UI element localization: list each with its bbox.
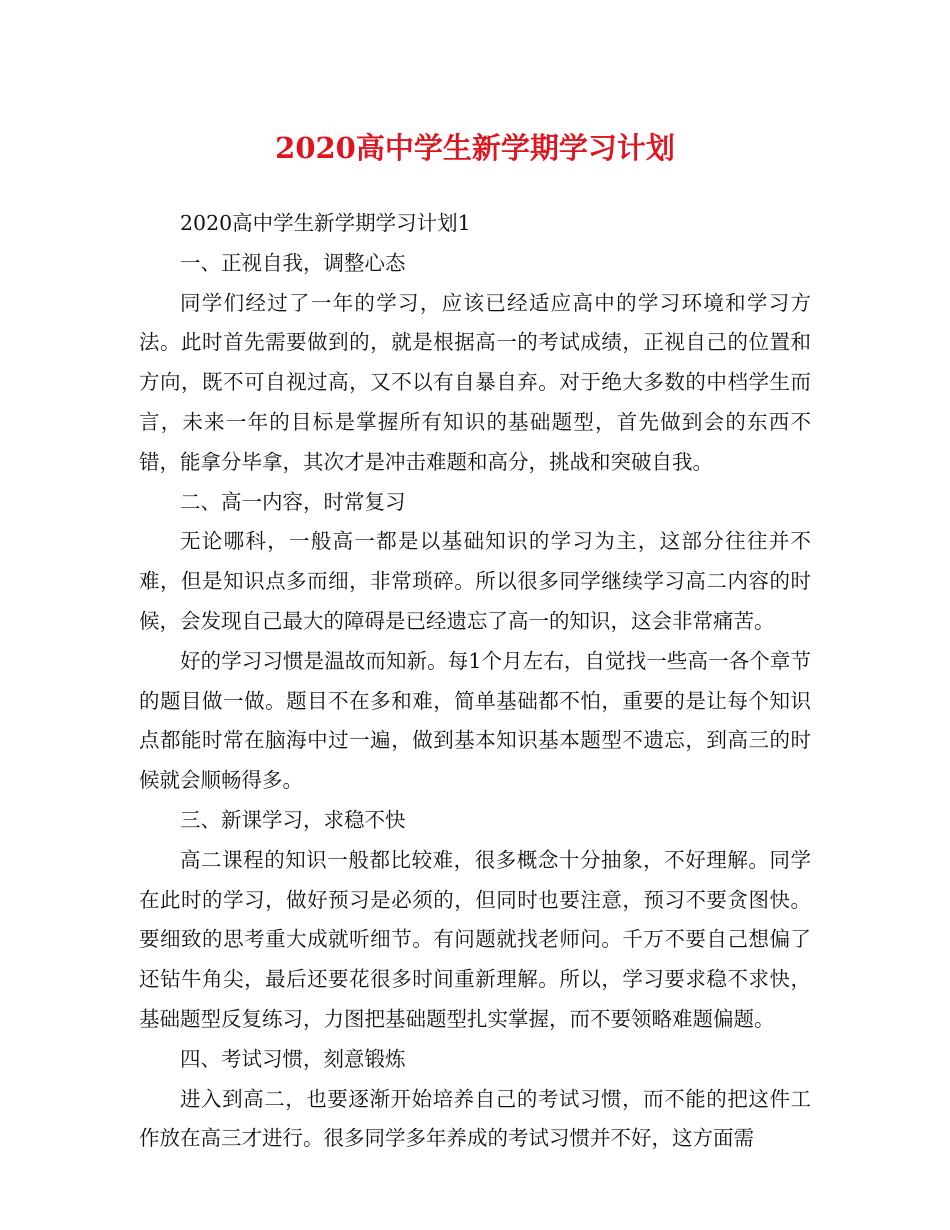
plan-subtitle: 2020高中学生新学期学习计划1 xyxy=(180,211,471,235)
paragraph-2: 无论哪科，一般高一都是以基础知识的学习为主，这部分往往并不难，但是知识点多而细，非常琐碎。所以很多同学继续学习高二内容的时候，会发现自己最大的障碍是已经遗忘了高一的知识，这会非常痛苦。 xyxy=(139,529,811,633)
paragraph-5: 进入到高二，也要逐渐开始培养自己的考试习惯，而不能的把这件工作放在高三才进行。很多同学多年养成的考试习惯并不好，这方面需 xyxy=(139,1086,811,1151)
section-heading-2: 二、高一内容，时常复习 xyxy=(180,489,406,514)
section-heading-4: 四、考试习惯，刻意锻炼 xyxy=(180,1046,406,1071)
document-title: 2020高中学生新学期学习计划 xyxy=(275,131,675,165)
section-heading-1: 一、正视自我，调整心态 xyxy=(180,250,406,275)
paragraph-3: 好的学习习惯是温故而知新。每1个月左右，自觉找一些高一各个章节的题目做一做。题目不在多和难，简单基础都不怕，重要的是让每个知识点都能时常在脑海中过一遍，做到基本知识基本题型不遗忘，到高三的时候就会顺畅得多。 xyxy=(139,648,811,793)
section-heading-3: 三、新课学习，求稳不快 xyxy=(180,807,406,832)
document-body xyxy=(139,204,811,1159)
paragraph-1: 同学们经过了一年的学习，应该已经适应高中的学习环境和学习方法。此时首先需要做到的，就是根据高一的考试成绩，正视自己的位置和方向，既不可自视过高，又不以有自暴自弃。对于绝大多数的中档学生而言，未来一年的目标是掌握所有知识的基础题型，首先做到会的东西不错，能拿分毕拿，其次才是冲击难题和高分，挑战和突破自我。 xyxy=(139,290,811,474)
paragraph-4: 高二课程的知识一般都比较难，很多概念十分抽象，不好理解。同学在此时的学习，做好预习是必须的，但同时也要注意，预习不要贪图快。要细致的思考重大成就听细节。有问题就找老师问。千万不要自己想偏了还钻牛角尖，最后还要花很多时间重新理解。所以，学习要求稳不求快，基础题型反复练习，力图把基础题型扎实掌握，而不要领略难题偏题。 xyxy=(139,847,811,1031)
